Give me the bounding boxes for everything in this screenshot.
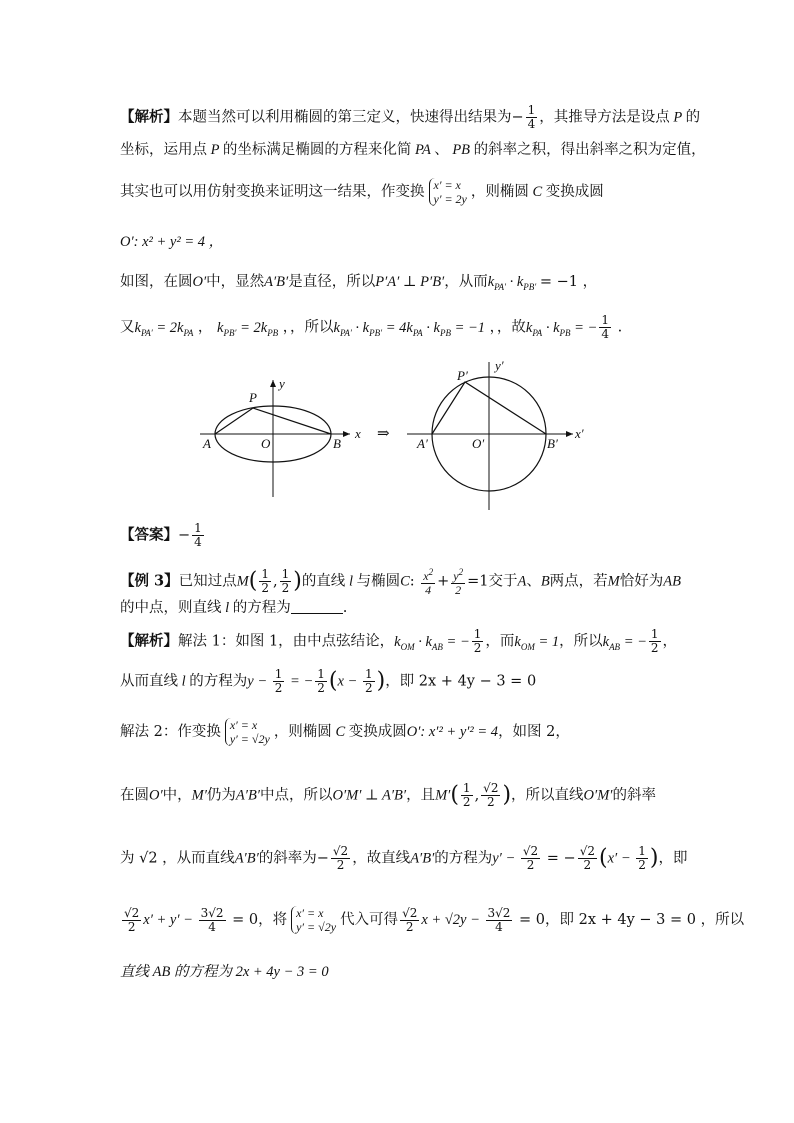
fraction-one-quarter: $\frac{1}{4}$ [527, 103, 536, 131]
label-A-prime: A′ [417, 436, 428, 451]
label-O: O [261, 436, 271, 451]
circle-equation: O′: x² + y² = 4 ， [120, 234, 224, 250]
solution-1-line-2: 从而直线 l 的方程为y − $\frac{1}{2}$ = − $\frac{1}{2}$ (x − $\frac{1}{2}$ )，即 2x + 4y − 3 = 0 [120, 667, 537, 695]
label-B: B [333, 436, 341, 451]
label-y-prime: y′ [495, 358, 504, 373]
label-P-prime: P′ [457, 368, 468, 383]
example-3-tag: 【例 3】 [120, 572, 179, 590]
solution-1-line-1: 【解析】解法 1：如图 1，由中点弦结论，$k_{OM} \cdot k_{AB}$ = − $\frac{1}{2}$ ，而$k_{OM} = 1$，所以$k_{AB}$ = − $\frac{1}{2}$ ， [120, 627, 678, 655]
label-O-prime: O′ [472, 436, 485, 451]
solution-2-line-3: 为 √2 ，从而直线A′B′的斜率为− $\frac{√2}{2}$ ，故直线A′B′的方程为y′ − $\frac{√2}{2}$ = − $\frac{√2}{2}$ (x′ − $\frac{1}{2}$ )，即 [120, 844, 688, 872]
label-x-prime: x′ [575, 426, 584, 441]
label-x: x [355, 426, 361, 441]
label-B-prime: B′ [547, 436, 558, 451]
solution-2-conclusion: 直线 AB 的方程为 2x + 4y − 3 = 0 [120, 964, 329, 980]
solution-2-line-1: 解法 2：作变换 x′ = x y′ = √2y ，则椭圆 C 变换成圆O′: x′² + y′² = 4，如图 2， [120, 718, 570, 746]
ellipse-diagram [200, 376, 361, 497]
y-axis-arrow-left [270, 380, 276, 387]
solution-2-line-2: 在圆O′中，M′仍为A′B′中点，所以O′M′ ⊥ A′B′，且M′( $\frac{1}{2}$ , $\frac{√2}{2}$ )，所以直线O′M′的斜率 [120, 781, 656, 809]
ellipse-to-circle-figure [195, 358, 595, 512]
example-3-line-2: 的中点，则直线 l 的方程为 . [120, 600, 348, 616]
affine-system-2: x′ = x y′ = √2y [225, 718, 270, 746]
analysis-line-2: 坐标，运用点 P 的坐标满足椭圆的方程来化简 PA 、 PB 的斜率之积，得出斜率之积为定值， [120, 142, 706, 158]
example-3-line-1: 【例 3】已知过点M( $\frac{1}{2}$ , $\frac{1}{2}$ )的直线 l 与椭圆C: $\frac{x^2}{4}$ + $\frac{y^2}{2}$ =1交于A、B两点，若M恰好为AB [120, 567, 681, 597]
solution-tag: 【解析】 [120, 632, 178, 650]
analysis-text: 本题当然可以利用椭圆的第三定义，快速得出结果为 [178, 109, 512, 126]
x-axis-arrow-left [343, 431, 350, 437]
label-A: A [203, 436, 211, 451]
answer-blank [291, 599, 343, 614]
solution-2-line-4: $\frac{√2}{2}$ x′ + y′ − $\frac{3√2}{4}$ = 0，将 x′ = x y′ = √2y 代入可得 $\frac{√2}{2}$ x + √2y − $\frac{3√2}{4}$ = 0，即 2x + 4y − 3 = 0 ，所以 [124, 905, 745, 934]
analysis-line-1: 【解析】本题当然可以利用椭圆的第三定义，快速得出结果为− $\frac{1}{4}$ ，其推导方法是设点 P 的 [120, 103, 701, 131]
label-y: y [279, 376, 285, 391]
analysis-line-6: 又$k_{PA'} = 2k_{PA}$ ， $k_{PB'} = 2k_{PB}$ ，，所以$k_{PA'} \cdot k_{PB'} = 4k_{PA} \cdot k_{PB} = -1$ ，，故$k_{PA} \cdot k_{PB}$ = − $\frac{1}{4}$ . [120, 313, 623, 341]
answer-tag: 【答案】 [120, 526, 178, 544]
analysis-line-3: 其实也可以用仿射变换来证明这一结果，作变换 x′ = x y′ = 2y ，则椭圆 C 变换成圆 [120, 178, 604, 206]
label-P: P [249, 390, 257, 405]
implies-arrow: ⇒ [377, 426, 390, 442]
circle-diagram [407, 358, 584, 510]
analysis-tag: 【解析】 [120, 108, 178, 126]
affine-system-1: x′ = x y′ = 2y [429, 178, 467, 206]
x-axis-arrow-right [566, 431, 573, 437]
answer-fraction: $\frac{1}{4}$ [194, 521, 202, 549]
answer-line: 【答案】− $\frac{1}{4}$ [120, 521, 202, 549]
affine-system-3: x′ = x y′ = √2y [291, 906, 336, 934]
analysis-line-5: 如图，在圆O′中，显然A′B′是直径，所以P′A′ ⊥ P′B′，从而$k_{PA'} \cdot k_{PB'} = -1$ ， [120, 274, 598, 292]
